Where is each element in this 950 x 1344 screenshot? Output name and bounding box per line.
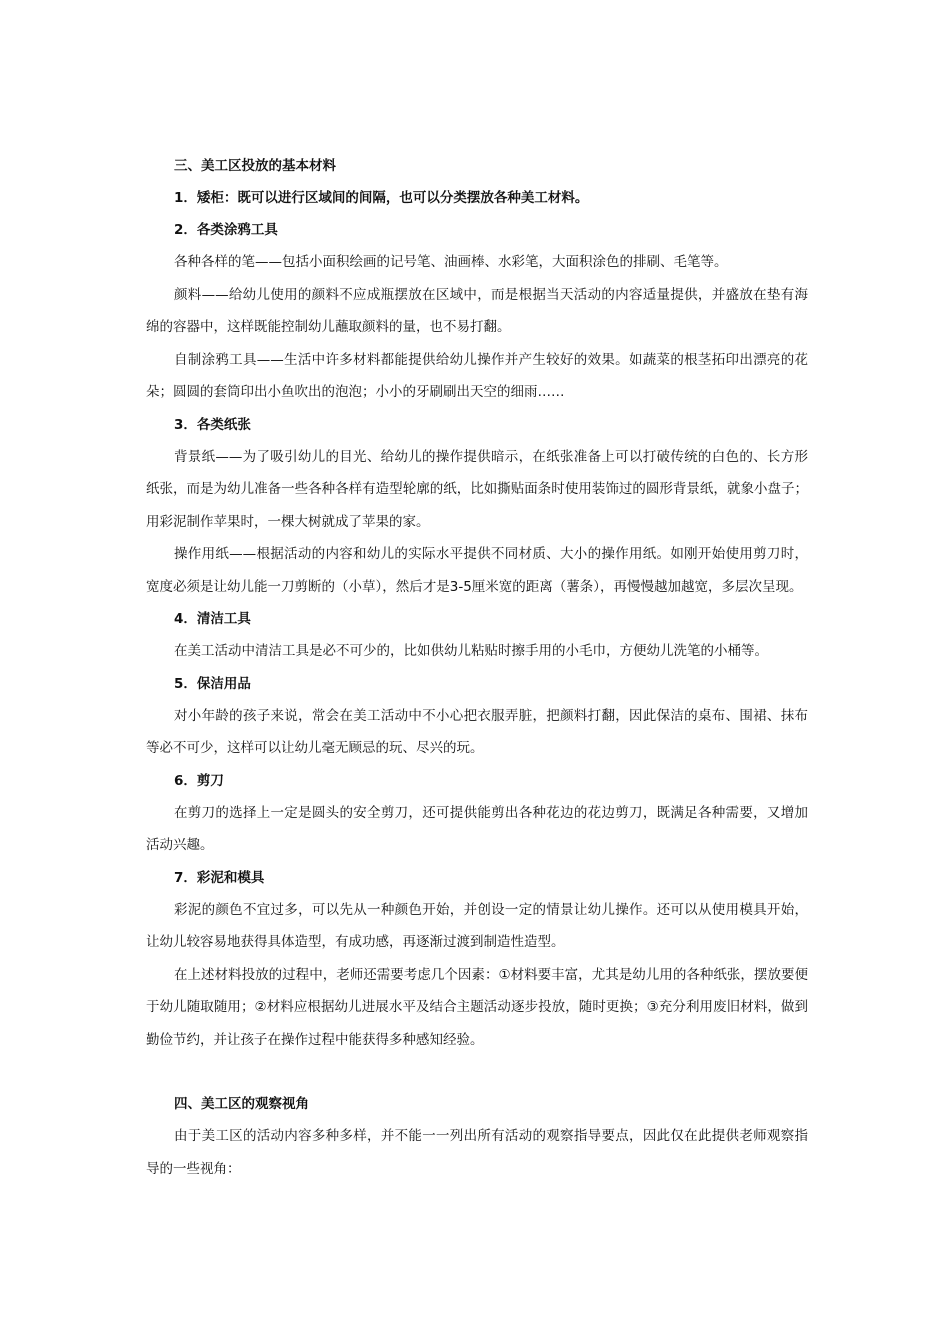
section-spacer [146, 1056, 808, 1088]
item-5-heading: 5．保洁用品 [174, 675, 251, 692]
item-3-paragraph-working-paper: 操作用纸——根据活动的内容和幼儿的实际水平提供不同材质、大小的操作用纸。如刚开始使用剪刀时，宽度必须是让幼儿能一刀剪断的（小草），然后才是3-5厘米宽的距离（薯条），再慢慢越加越宽，多层次呈现。 [146, 546, 808, 595]
item-5-paragraph: 对小年龄的孩子来说，常会在美工活动中不小心把衣服弄脏，把颜料打翻，因此保洁的桌布、围裙、抹布等必不可少，这样可以让幼儿毫无顾忌的玩、尽兴的玩。 [146, 707, 808, 756]
item-6-paragraph: 在剪刀的选择上一定是圆头的安全剪刀，还可提供能剪出各种花边的花边剪刀，既满足各种需要，又增加活动兴趣。 [146, 804, 808, 853]
item-4-heading: 4．清洁工具 [174, 611, 251, 627]
item-2-paragraph-paints: 颜料——给幼儿使用的颜料不应成瓶摆放在区域中，而是根据当天活动的内容适量提供，并盛放在垫有海绵的容器中，这样既能控制幼儿蘸取颜料的量，也不易打翻。 [146, 286, 808, 335]
item-6-heading: 6．剪刀 [174, 772, 224, 789]
item-4-paragraph: 在美工活动中清洁工具是必不可少的，比如供幼儿粘贴时擦手用的小毛巾，方便幼儿洗笔的小桶等。 [174, 643, 768, 659]
document-body [146, 150, 808, 1185]
item-1-heading: 1．矮柜：既可以进行区域间的间隔，也可以分类摆放各种美工材料。 [174, 190, 589, 206]
item-7-paragraph: 彩泥的颜色不宜过多，可以先从一种颜色开始，并创设一定的情景让幼儿操作。还可以从使用模具开始，让幼儿较容易地获得具体造型，有成功感，再逐渐过渡到制造性造型。 [146, 901, 808, 950]
section-4-heading: 四、美工区的观察视角 [174, 1096, 309, 1112]
section-3-heading: 三、美工区投放的基本材料 [174, 158, 336, 174]
section-4-paragraph: 由于美工区的活动内容多种多样，并不能一一列出所有活动的观察指导要点，因此仅在此提供老师观察指导的一些视角： [146, 1128, 808, 1177]
item-2-heading: 2．各类涂鸦工具 [174, 222, 278, 238]
section-3-summary-paragraph: 在上述材料投放的过程中，老师还需要考虑几个因素：①材料要丰富，尤其是幼儿用的各种纸张，摆放要便于幼儿随取随用；②材料应根据幼儿进展水平及结合主题活动逐步投放，随时更换；③充分利用废旧材料，做到勤俭节约，并让孩子在操作过程中能获得多种感知经验。 [146, 966, 808, 1048]
item-2-paragraph-pens: 各种各样的笔——包括小面积绘画的记号笔、油画棒、水彩笔，大面积涂色的排刷、毛笔等。 [174, 254, 728, 270]
item-2-paragraph-diy-tools: 自制涂鸦工具——生活中许多材料都能提供给幼儿操作并产生较好的效果。如蔬菜的根茎拓印出漂亮的花朵；圆圆的套筒印出小鱼吹出的泡泡；小小的牙刷刷出天空的细雨…… [146, 351, 808, 400]
item-7-heading: 7．彩泥和模具 [174, 869, 265, 886]
item-3-heading: 3．各类纸张 [174, 416, 251, 433]
item-3-paragraph-background-paper: 背景纸——为了吸引幼儿的目光、给幼儿的操作提供暗示，在纸张准备上可以打破传统的白色的、长方形纸张，而是为幼儿准备一些各种各样有造型轮廓的纸，比如撕贴面条时使用装饰过的圆形背景纸，就象小盘子；用彩泥制作苹果时，一棵大树就成了苹果的家。 [146, 448, 808, 530]
